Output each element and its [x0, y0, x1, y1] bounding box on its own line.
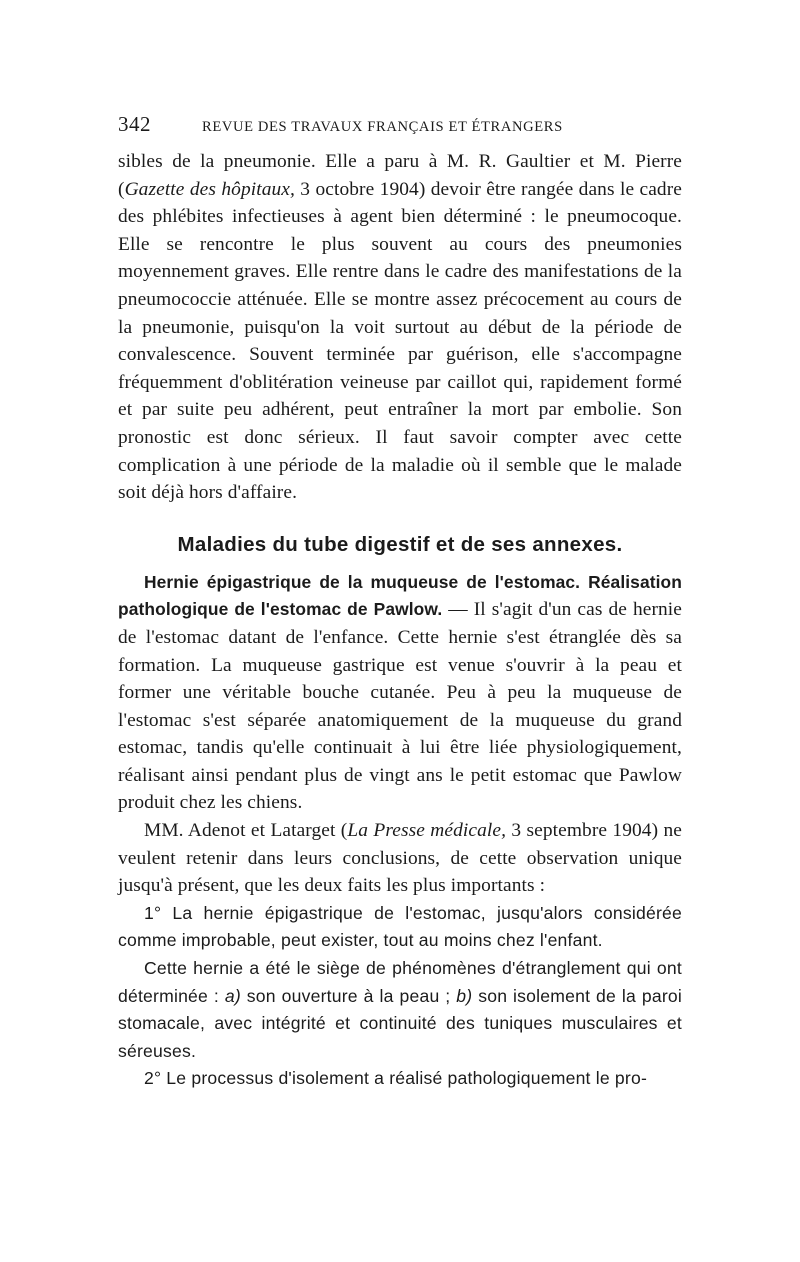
item-a-marker: a)	[224, 985, 241, 1006]
page-number: 342	[118, 112, 151, 136]
paragraph-1-rest: 3 octobre 1904) devoir être rangée dans le cadre des phlébites infectieuses à agent bien déterminé : le pneumocoque. Elle se rencontre le plus souvent au cours des pneumonies moyennement graves. Elle rentre dans le cadre des manifestations de la pneumococcie atténuée. Elle se montre assez précocement au cours de la pneumonie, puisqu'on la voit surtout au début de la période de convalescence. Souvent terminée par guérison, elle s'accompagne fréquemment d'oblitération veineuse par caillot qui, rapidement formé et par suite peu adhérent, peut entraîner la mort par embolie. Son pronostic est donc sérieux. Il faut savoir compter avec cette complication à une période de la maladie où il semble que le malade soit déjà hors d'affaire.	[118, 178, 682, 504]
article-title: Hernie épigastrique de la muqueuse de l'estomac. Réalisation pathologique de l'estomac de Pawlow.	[118, 571, 682, 620]
citation-gazette: Gazette des hôpitaux,	[124, 178, 295, 200]
paragraph-5-mid: son ouverture à la peau ;	[240, 985, 457, 1006]
paragraph-4: 1° La hernie épigastrique de l'estomac, jusqu'alors considérée comme improbable, peut exister, tout au moins chez l'enfant.	[118, 902, 682, 951]
paragraph-1	[118, 148, 682, 507]
paragraph-2	[118, 569, 682, 817]
body-text	[118, 148, 682, 1093]
book-page	[118, 112, 682, 1093]
paragraph-3-rest: 3 septembre 1904) ne veulent retenir dans leurs conclusions, de cette observation unique jusqu'à présent, que les deux faits les plus importants :	[118, 820, 683, 897]
page-header	[118, 112, 682, 148]
paragraph-5-start: Cette hernie a été le siège de phénomènes d'étranglement qui ont déterminée :	[118, 958, 682, 1006]
paragraph-2-text: — Il s'agit d'un cas de hernie de l'estomac datant de l'enfance. Cette hernie s'est étranglée dès sa formation. La muqueuse gastrique est venue s'ouvrir à la peau et former une véritable bouche cutanée. Peu à peu la muqueuse de l'estomac s'est séparée anatomiquement de la muqueuse du grand estomac, tandis qu'elle continuait à lui être liée physiologiquement, réalisant ainsi pendant plus de vingt ans le petit estomac que Pawlow produit chez les chiens.	[118, 599, 682, 814]
paragraph-6: 2° Le processus d'isolement a réalisé pathologiquement le pro-	[144, 1068, 647, 1089]
paragraph-5-rest: son isolement de la paroi stomacale, avec intégrité et continuité des tuniques musculaires et séreuses.	[118, 985, 682, 1061]
item-b-marker: b)	[456, 985, 473, 1006]
citation-presse-medicale: La Presse médicale,	[347, 820, 507, 842]
section-heading: Maladies du tube digestif et de ses annexes.	[177, 532, 623, 556]
paragraph-1-start: sibles de la pneumonie. Elle a paru à M. R. Gaultier et M. Pierre (	[118, 151, 682, 200]
paragraph-3-start: MM. Adenot et Latarget (	[144, 820, 348, 842]
running-head: REVUE DES TRAVAUX FRANÇAIS ET ÉTRANGERS	[202, 119, 563, 135]
paragraph-3	[118, 817, 682, 900]
paragraph-5	[118, 955, 682, 1065]
